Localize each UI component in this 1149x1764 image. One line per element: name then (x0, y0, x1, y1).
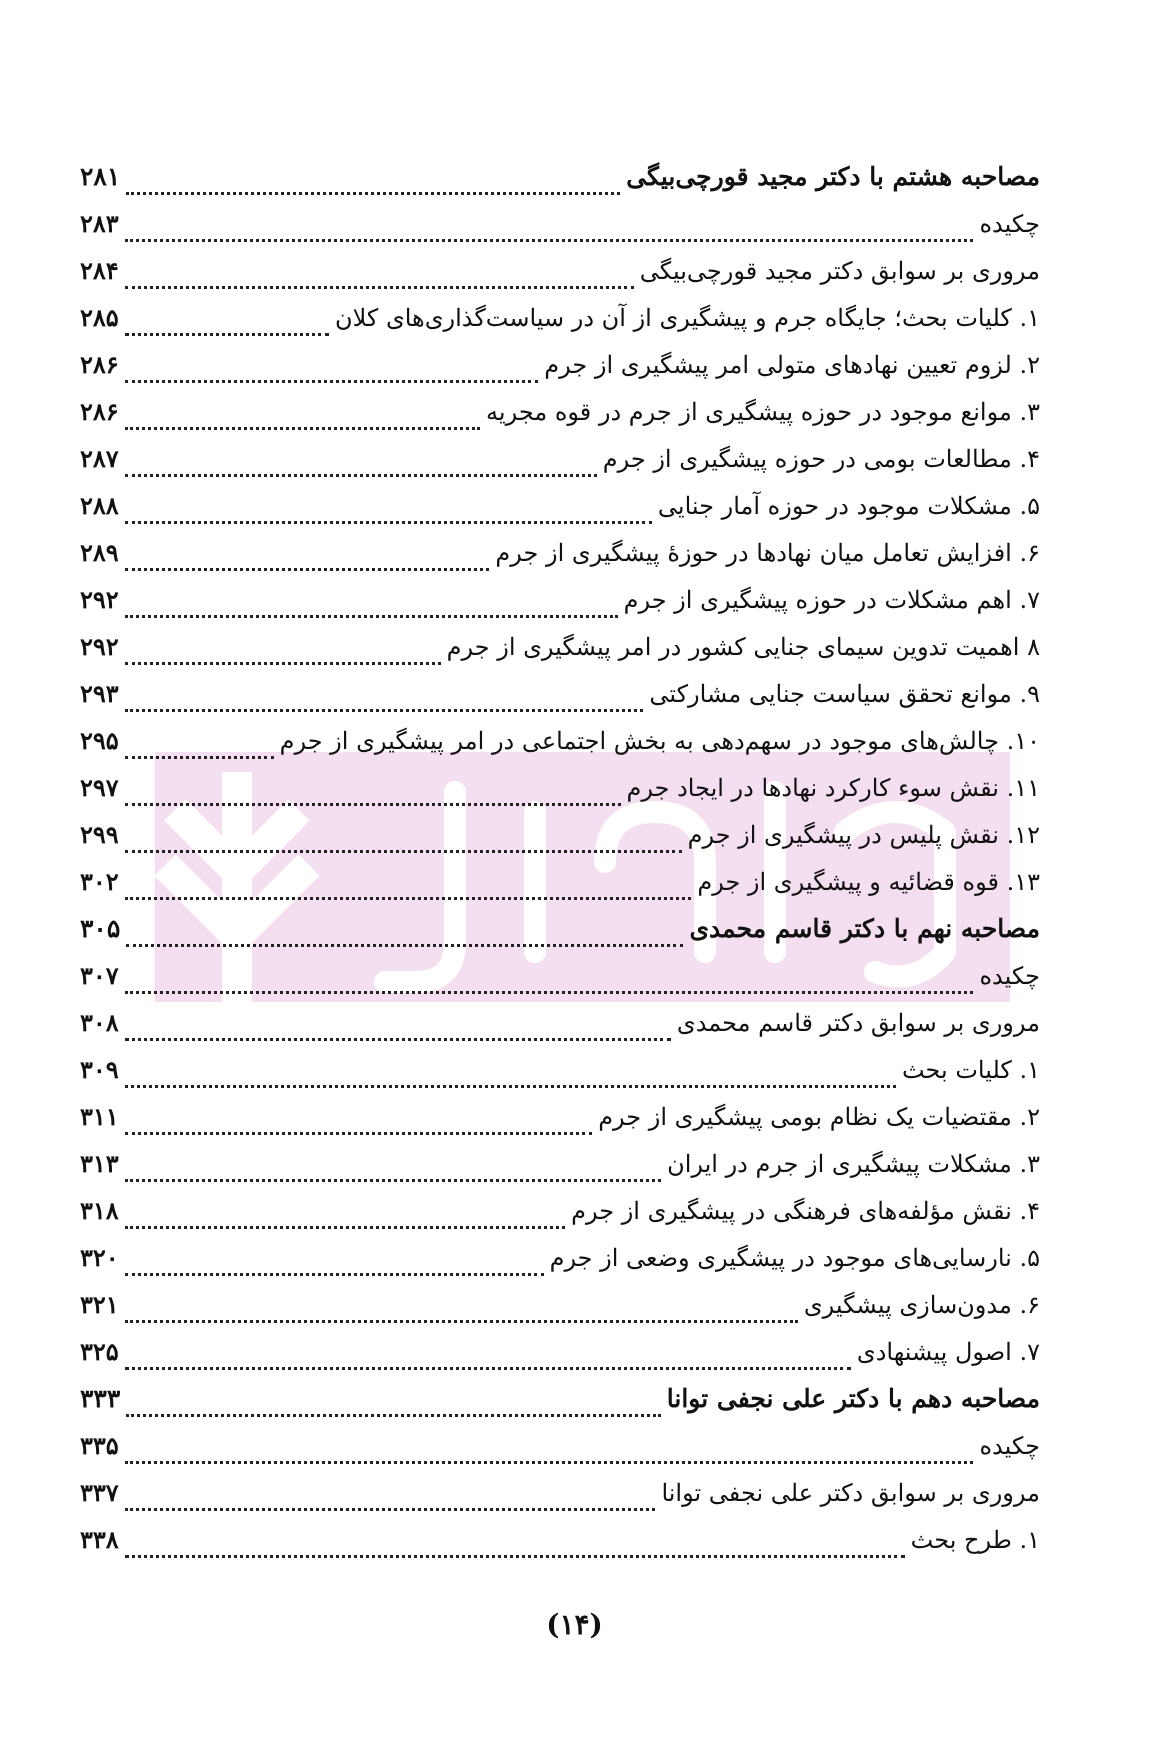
toc-entry-page: ۲۸۴ (80, 256, 119, 285)
toc-entry-title: چکیده (979, 210, 1040, 238)
toc-entry[interactable] (80, 585, 1040, 632)
toc-entry[interactable] (80, 1243, 1040, 1290)
toc-entry-title: مروری بر سوابق دکتر قاسم محمدی (676, 1009, 1040, 1037)
dot-leader (125, 1085, 896, 1088)
toc-entry[interactable] (80, 1478, 1040, 1525)
toc-section-heading[interactable] (80, 162, 1040, 209)
toc-entry-page: ۲۸۶ (80, 350, 119, 379)
toc-entry[interactable] (80, 491, 1040, 538)
dot-leader (125, 286, 634, 289)
toc-entry-title: ۱۱. نقش سوء کارکرد نهادها در ایجاد جرم (626, 774, 1040, 802)
toc-section-heading[interactable] (80, 1384, 1040, 1431)
toc-entry-title: ۸ اهمیت تدوین سیمای جنایی کشور در امر پیشگیری از جرم (446, 633, 1040, 661)
toc-entry-page: ۳۲۰ (80, 1243, 119, 1272)
toc-entry-page: ۲۸۶ (80, 397, 119, 426)
toc-entry-page: ۳۳۳ (80, 1384, 121, 1413)
toc-entry[interactable] (80, 820, 1040, 867)
toc-entry-page: ۳۳۷ (80, 1478, 119, 1507)
dot-leader (125, 709, 644, 712)
toc-entry[interactable] (80, 679, 1040, 726)
toc-entry-page: ۲۹۲ (80, 632, 119, 661)
dot-leader (126, 1414, 660, 1417)
toc-entry-page: ۲۸۵ (80, 303, 119, 332)
toc-entry[interactable] (80, 1196, 1040, 1243)
toc-entry-title: ۱. کلیات بحث (901, 1056, 1040, 1084)
toc-entry-page: ۳۱۸ (80, 1196, 119, 1225)
toc-entry-title: چکیده (979, 962, 1040, 990)
toc-entry-title: چکیده (979, 1432, 1040, 1460)
toc-entry[interactable] (80, 773, 1040, 820)
toc-entry[interactable] (80, 1008, 1040, 1055)
dot-leader (125, 474, 597, 477)
toc-entry[interactable] (80, 444, 1040, 491)
toc-entry-title: ۳. مشکلات پیشگیری از جرم در ایران (667, 1150, 1040, 1178)
toc-entry-page: ۲۹۳ (80, 679, 119, 708)
dot-leader (125, 521, 652, 524)
toc-entry[interactable] (80, 1337, 1040, 1384)
toc-entry-title: ۵. نارسایی‌های موجود در پیشگیری وضعی از جرم (549, 1244, 1040, 1272)
toc-entry-page: ۲۹۹ (80, 820, 119, 849)
toc-entry[interactable] (80, 1431, 1040, 1478)
toc-entry[interactable] (80, 397, 1040, 444)
toc-entry-page: ۲۸۳ (80, 209, 119, 238)
dot-leader (125, 333, 329, 336)
toc-entry-page: ۳۰۸ (80, 1008, 119, 1037)
dot-leader (125, 1038, 671, 1041)
dot-leader (125, 568, 490, 571)
dot-leader (125, 427, 480, 430)
toc-entry-title: ۵. مشکلات موجود در حوزه آمار جنایی (657, 492, 1040, 520)
toc-entry-title: ۲. لزوم تعیین نهادهای متولی امر پیشگیری از جرم (544, 351, 1040, 379)
toc-entry-title: ۳. موانع موجود در حوزه پیشگیری از جرم در قوه مجریه (486, 398, 1040, 426)
toc-entry[interactable] (80, 350, 1040, 397)
toc-entry-title: ۷. اصول پیشنهادی (856, 1338, 1040, 1366)
dot-leader (125, 1273, 544, 1276)
toc-entry-page: ۲۸۷ (80, 444, 119, 473)
toc-entry-page: ۲۸۱ (80, 162, 121, 191)
dot-leader (125, 1461, 974, 1464)
toc-entry-page: ۲۸۹ (80, 538, 119, 567)
toc-entry-page: ۲۸۸ (80, 491, 119, 520)
dot-leader (125, 1367, 851, 1370)
toc-entry[interactable] (80, 726, 1040, 773)
toc-entry-title: مروری بر سوابق دکتر مجید قورچی‌بیگی (639, 257, 1040, 285)
toc-entry[interactable] (80, 1149, 1040, 1196)
toc-entry-title: مصاحبه دهم با دکتر علی نجفی توانا (666, 1384, 1040, 1413)
toc-entry[interactable] (80, 1525, 1040, 1572)
dot-leader (125, 1226, 565, 1229)
toc-entry-page: ۳۳۸ (80, 1525, 119, 1554)
dot-leader (125, 1320, 798, 1323)
dot-leader (125, 380, 539, 383)
toc-entry-title: ۶. مدون‌سازی پیشگیری (803, 1291, 1040, 1319)
toc-entry[interactable] (80, 1290, 1040, 1337)
toc-entry-page: ۲۹۲ (80, 585, 119, 614)
toc-entry-title: ۶. افزایش تعامل میان نهادها در حوزهٔ پیشگیری از جرم (495, 539, 1040, 567)
dot-leader (125, 991, 974, 994)
toc-entry[interactable] (80, 303, 1040, 350)
dot-leader (126, 944, 683, 947)
toc-entry-title: مصاحبه هشتم با دکتر مجید قورچی‌بیگی (626, 162, 1040, 191)
toc-entry-page: ۳۰۹ (80, 1055, 119, 1084)
dot-leader (125, 1508, 656, 1511)
toc-entry-title: ۴. نقش مؤلفه‌های فرهنگی در پیشگیری از جرم (571, 1197, 1040, 1225)
dot-leader (125, 897, 692, 900)
toc-entry-title: ۲. مقتضیات یک نظام بومی پیشگیری از جرم (598, 1103, 1040, 1131)
toc-entry-title: ۹. موانع تحقق سیاست جنایی مشارکتی (649, 680, 1040, 708)
toc-entry-page: ۳۲۵ (80, 1337, 119, 1366)
table-of-contents (80, 162, 1040, 1572)
toc-entry[interactable] (80, 209, 1040, 256)
toc-entry-title: ۷. اهم مشکلات در حوزه پیشگیری از جرم (623, 586, 1040, 614)
toc-entry[interactable] (80, 961, 1040, 1008)
toc-entry[interactable] (80, 1102, 1040, 1149)
toc-entry[interactable] (80, 632, 1040, 679)
toc-entry-page: ۲۹۷ (80, 773, 119, 802)
toc-entry[interactable] (80, 538, 1040, 585)
dot-leader (125, 756, 274, 759)
dot-leader (126, 192, 620, 195)
toc-entry[interactable] (80, 256, 1040, 303)
toc-entry-title: مصاحبه نهم با دکتر قاسم محمدی (689, 914, 1040, 943)
toc-entry-page: ۳۰۷ (80, 961, 119, 990)
toc-entry-page: ۳۱۳ (80, 1149, 119, 1178)
toc-entry-title: ۱۳. قوه قضائیه و پیشگیری از جرم (697, 868, 1040, 896)
toc-entry-title: ۱۰. چالش‌های موجود در سهم‌دهی به بخش اجتماعی در امر پیشگیری از جرم (279, 727, 1040, 755)
toc-entry-title: ۱۲. نقش پلیس در پیشگیری از جرم (687, 821, 1040, 849)
toc-entry-title: ۴. مطالعات بومی در حوزه پیشگیری از جرم (602, 445, 1040, 473)
toc-entry-page: ۳۲۱ (80, 1290, 119, 1319)
toc-entry-page: ۳۳۵ (80, 1431, 119, 1460)
toc-entry[interactable] (80, 1055, 1040, 1102)
toc-entry-page: ۳۱۱ (80, 1102, 119, 1131)
toc-entry-title: مروری بر سوابق دکتر علی نجفی توانا (661, 1479, 1040, 1507)
page-number: (۱۴) (546, 1608, 603, 1641)
dot-leader (125, 1179, 661, 1182)
dot-leader (125, 662, 441, 665)
dot-leader (125, 239, 974, 242)
toc-section-heading[interactable] (80, 914, 1040, 961)
dot-leader (125, 1132, 593, 1135)
dot-leader (125, 615, 618, 618)
toc-entry-title: ۱. طرح بحث (910, 1526, 1040, 1554)
toc-entry[interactable] (80, 867, 1040, 914)
toc-entry-title: ۱. کلیات بحث؛ جایگاه جرم و پیشگیری از آن در سیاست‌گذاری‌های کلان (334, 304, 1040, 332)
dot-leader (125, 803, 621, 806)
toc-entry-page: ۳۰۲ (80, 867, 119, 896)
dot-leader (125, 850, 682, 853)
toc-entry-page: ۲۹۵ (80, 726, 119, 755)
dot-leader (125, 1555, 905, 1558)
toc-entry-page: ۳۰۵ (80, 914, 121, 943)
